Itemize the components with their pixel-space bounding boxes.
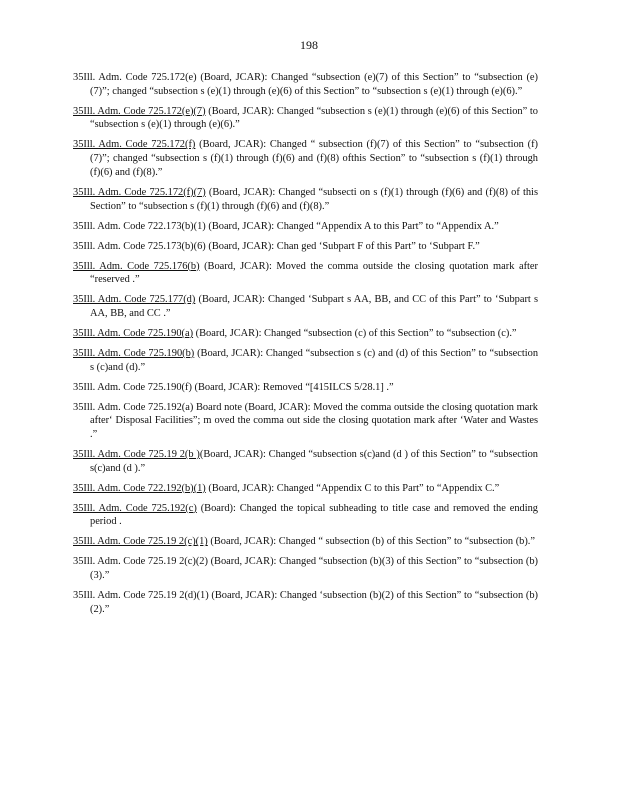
entry-text: (Board, JCAR): Changed “subsection (c) of this Section” to “subsection (c).” [193, 327, 517, 339]
entry-citation: 35Ill. Adm. Code 725.19 2(d)(1) [73, 590, 209, 602]
entry-text: (Board): Changed the topical subheading to title case and removed the ending period . [90, 502, 538, 528]
amendment-entry [73, 535, 538, 549]
amendment-entry [73, 186, 538, 213]
entry-citation: 35Ill. Adm. Code 725.190(f) [73, 381, 192, 393]
amendment-entry [73, 220, 538, 234]
entry-citation: 35Ill. Adm. Code 725.176(b) [73, 260, 200, 272]
amendment-entry [73, 293, 538, 320]
entry-citation: 35Ill. Adm. Code 725.190(b) [73, 347, 195, 359]
entry-citation: 35Ill. Adm. Code 725.172(e)(7) [73, 105, 206, 117]
entry-citation: 35Ill. Adm. Code 722.173(b)(1) [73, 220, 206, 232]
entry-text: (Board, JCAR): Changed “subsection (e)(7) of this Section” to “subsection (e)(7)”; changed “subsection s (e)(1) through (e)(6) of this Section” to “subsection s (e)(1) through (e)(6).” [90, 72, 538, 97]
amendment-entry [73, 260, 538, 287]
entry-citation: 35Ill. Adm. Code 722.192(b)(1) [73, 482, 206, 494]
entry-text: (Board, JCAR): Removed “[415ILCS 5/28.1] .” [191, 381, 394, 393]
entry-text: (Board, JCAR): Changed ‘Subpart s AA, BB, and CC of this Part” to ‘Subpart s AA, BB, and CC .” [90, 294, 539, 319]
entry-text: (Board, JCAR): Changed “ subsection (f)(7) of this Section” to “subsection (f)(7)”; changed “subsection s (f)(1) through (f)(6) and (f)(8) ofthis Section” to “subsection s (f)(1) through (f)(6) and (f)(8).” [90, 139, 538, 178]
amendment-entry [73, 327, 538, 341]
amendment-list [73, 71, 538, 623]
entry-citation: 35Ill. Adm. Code 725.190(a) [73, 327, 194, 339]
amendment-entry [73, 71, 538, 98]
amendment-entry [73, 105, 538, 132]
amendment-entry [73, 240, 538, 254]
entry-citation: 35Ill. Adm. Code 725.192(c) [73, 502, 197, 514]
entry-text: (Board, JCAR): Changed “subsection s (c) and (d) of this Section” to “subsection s (c)and (d).” [90, 347, 539, 373]
amendment-entry [73, 482, 538, 496]
entry-text: Board note (Board, JCAR): Moved the comma outside the closing quotation mark after‘ Disposal Facilities”; m oved the comma out side the closing quotation mark after ‘Water and Wastes .” [90, 401, 538, 441]
entry-text: (Board, JCAR): Chan ged ‘Subpart F of this Part” to ‘Subpart F.” [205, 240, 480, 252]
amendment-entry [73, 555, 538, 582]
amendment-entry [73, 448, 538, 475]
entry-text: (Board, JCAR): Changed “subsection s (e)(1) through (e)(6) of this Section” to “subsection s (e)(1) through (e)(6).” [90, 105, 539, 131]
entry-citation: 35Ill. Adm. Code 725.173(b)(6) [73, 240, 206, 252]
amendment-entry [73, 347, 538, 374]
entry-citation: 35Ill. Adm. Code 725.172(f)(7) [73, 186, 206, 198]
entry-text: (Board, JCAR): Changed “Appendix A to this Part” to “Appendix A.” [205, 220, 499, 232]
entry-text: (Board, JCAR): Changed ‘subsection (b)(2) of this Section” to “subsection (b)(2).” [90, 590, 538, 615]
amendment-entry [73, 401, 538, 442]
entry-text: (Board, JCAR): Changed “subsection (b)(3) of this Section” to “subsection (b)(3).” [90, 556, 538, 582]
entry-text: (Board, JCAR): Moved the comma outside the closing quotation mark after “reserved .” [90, 260, 538, 286]
amendment-entry [73, 589, 538, 616]
entry-citation: 35Ill. Adm. Code 725.19 2(c)(1) [73, 536, 208, 548]
entry-text: (Board, JCAR): Changed “Appendix C to this Part” to “Appendix C.” [205, 482, 500, 494]
amendment-entry [73, 138, 538, 179]
entry-citation: 35Ill. Adm. Code 725.19 2(c)(2) [73, 556, 208, 568]
amendment-entry [73, 381, 538, 395]
entry-text: (Board, JCAR): Changed “subsection s(c)and (d ) of this Section” to “subsection s(c)and (d ).” [90, 449, 538, 474]
entry-citation: 35Ill. Adm. Code 725.172(f) [73, 139, 196, 151]
entry-citation: 35Ill. Adm. Code 725.172(e) [73, 72, 197, 83]
entry-text: (Board, JCAR): Changed “ subsection (b) of this Section” to “subsection (b).” [207, 536, 536, 548]
entry-citation: 35Ill. Adm. Code 725.192(a) [73, 401, 194, 413]
entry-citation: 35Ill. Adm. Code 725.19 2(b ) [73, 449, 200, 461]
amendment-entry [73, 502, 538, 529]
entry-citation: 35Ill. Adm. Code 725.177(d) [73, 294, 196, 306]
entry-text: (Board, JCAR): Changed “subsecti on s (f)(1) through (f)(6) and (f)(8) of this Section” to “subsection s (f)(1) through (f)(6) and (f)(8).” [90, 186, 538, 212]
page-number: 198 [300, 38, 318, 52]
